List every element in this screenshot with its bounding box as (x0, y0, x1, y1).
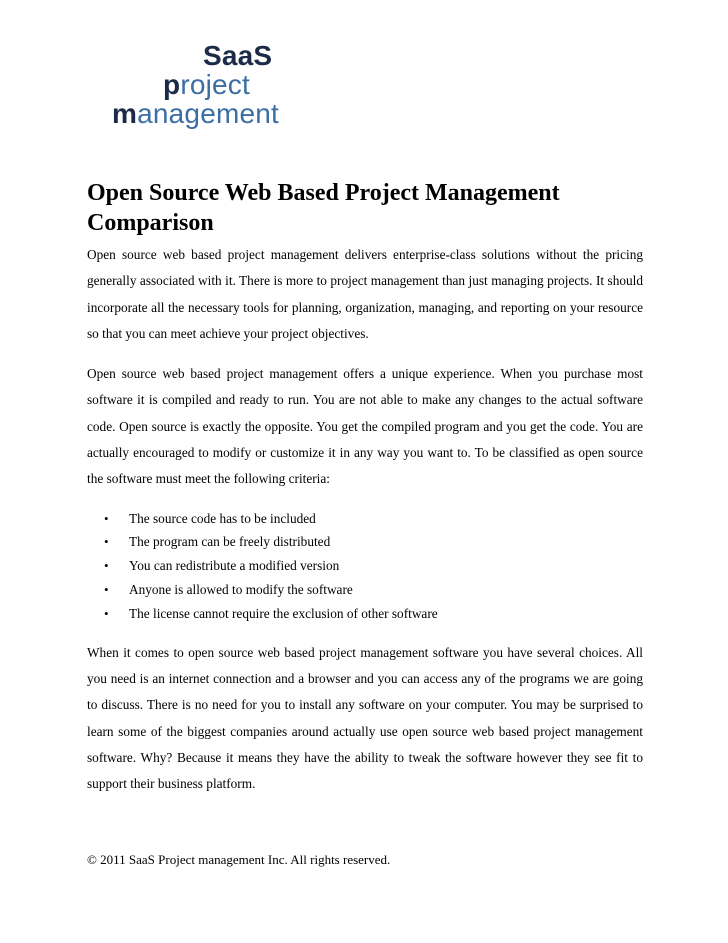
copyright-footer: © 2011 SaaS Project management Inc. All rights reserved. (87, 852, 391, 867)
logo-text-management (112, 100, 279, 128)
list-item-text: The license cannot require the exclusion of other software (129, 605, 438, 621)
intro-paragraph: Open source web based project management delivers enterprise-class solutions without the pricing generally associated with it. There is more to project management than just managing projects. It should incorporate all the necessary tools for planning, organization, managing, and reporting on your resource so that you can meet achieve your project objectives. (87, 247, 643, 341)
list-item (87, 507, 643, 531)
list-item-text: Anyone is allowed to modify the software (129, 582, 353, 598)
list-item (87, 554, 643, 578)
criteria-paragraph: Open source web based project management offers a unique experience. When you purchase most software it is compiled and ready to run. You are not able to make any changes to the actual software code. Open source is exactly the opposite. You get the compiled program and you get the code. You are actually encouraged to modify or customize it in any way you want to. To be classified as open source the software must meet the following criteria: (87, 366, 643, 487)
criteria-list (87, 507, 643, 626)
list-item-text: The source code has to be included (129, 510, 316, 526)
logo-text-roject: roject (180, 69, 250, 100)
page-title: Open Source Web Based Project Management Comparison (87, 180, 560, 236)
bullet-icon: • (104, 558, 109, 574)
logo-letter-p: p (163, 69, 181, 100)
logo-text-saas: SaaS (203, 40, 273, 71)
bullet-icon: • (104, 605, 109, 621)
list-item-text: The program can be freely distributed (129, 534, 331, 550)
bullet-icon: • (104, 582, 109, 598)
list-item-text: You can redistribute a modified version (129, 558, 340, 574)
closing-paragraph: When it comes to open source web based project management software you have several choices. All you need is an internet connection and a browser and you can access any of the programs we are going to discuss. There is no need for you to install any software on your computer. You may be surprised to learn some of the biggest companies around actually use open source web based project management software. Why? Because it means they have the ability to tweak the software however they see fit to support their business platform. (87, 644, 643, 792)
document-body (87, 178, 643, 811)
bullet-icon: • (104, 510, 109, 526)
logo-text-project (163, 71, 250, 99)
list-item (87, 578, 643, 602)
logo-letter-m: m (112, 98, 138, 129)
logo-text-anagement: anagement (137, 98, 280, 129)
list-item (87, 530, 643, 554)
list-item (87, 602, 643, 626)
bullet-icon: • (104, 534, 109, 550)
company-logo (112, 40, 312, 130)
